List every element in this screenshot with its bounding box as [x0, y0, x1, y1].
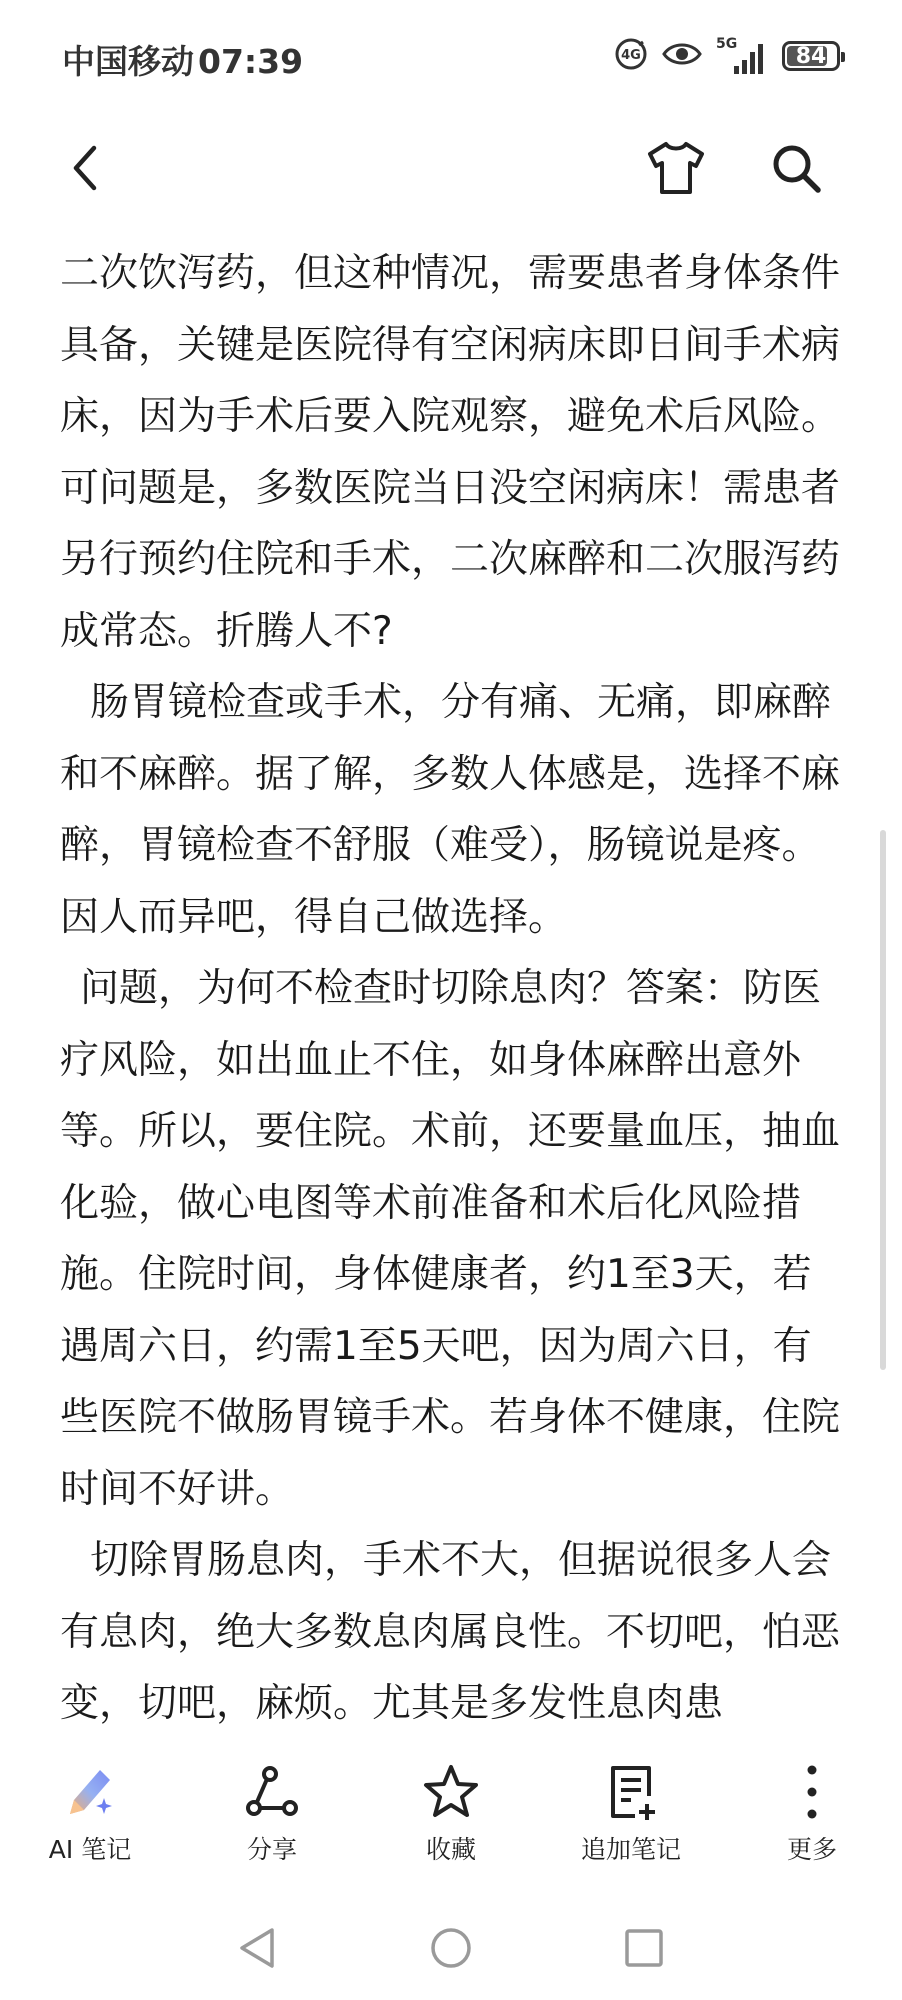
ai-note-pen-icon — [60, 1762, 120, 1822]
toolbar-label: 更多 — [786, 1835, 837, 1864]
toolbar-label: AI 笔记 — [48, 1835, 132, 1864]
battery-indicator — [782, 41, 840, 71]
top-nav — [0, 120, 902, 220]
scrollbar[interactable] — [880, 830, 886, 1370]
carrier-name: 中国移动 — [62, 42, 194, 81]
tshirt-icon — [646, 140, 706, 200]
theme-button[interactable] — [636, 130, 716, 210]
chevron-left-icon — [66, 143, 106, 197]
toolbar-label: 分享 — [246, 1835, 297, 1864]
add-note-button[interactable] — [561, 1762, 701, 1866]
bottom-toolbar — [0, 1740, 902, 1880]
paragraph: 切除胃肠息肉，手术不大，但据说很多人会有息肉，绝大多数息肉属良性。不切吧，怕恶变，切吧，麻烦。尤其是多发性息肉患 — [60, 1538, 841, 1726]
star-icon — [421, 1762, 481, 1822]
back-button[interactable] — [46, 130, 126, 210]
square-recents-icon — [622, 1926, 666, 1974]
search-button[interactable] — [756, 130, 836, 210]
paragraph: 肠胃镜检查或手术，分有痛、无痛，即麻醉和不麻醉。据了解，多数人体感是，选择不麻醉，胃镜检查不舒服（难受），肠镜说是疼。因人而异吧，得自己做选择。 — [60, 680, 841, 940]
system-recents-button[interactable] — [619, 1925, 669, 1975]
system-back-button[interactable] — [233, 1925, 283, 1975]
system-home-button[interactable] — [426, 1925, 476, 1975]
paragraph: 二次饮泻药，但这种情况，需要患者身体条件具备，关键是医院得有空闲病床即日间手术病床，因为手术后要入院观察，避免术后风险。可问题是，多数医院当日没空闲病床！需患者另行预约住院和手术，二次麻醉和二次服泻药成常态。折腾人不? — [60, 251, 841, 654]
signal-icon — [716, 36, 768, 76]
search-icon — [768, 140, 824, 200]
favorite-button[interactable] — [381, 1762, 521, 1866]
triangle-back-icon — [236, 1926, 280, 1974]
share-icon — [242, 1762, 302, 1822]
status-left — [62, 36, 307, 83]
network-type: 5G — [716, 36, 738, 52]
add-note-icon — [601, 1762, 661, 1822]
status-bar — [0, 0, 902, 110]
status-icons — [614, 36, 840, 76]
paragraph: 问题，为何不检查时切除息肉？答案：防医疗风险，如出血止不住，如身体麻醉出意外等。所以，要住院。术前，还要量血压，抽血化验，做心电图等术前准备和术后化风险措施。住院时间，身体健康者，约1至3天，若遇周六日，约需1至5天吧，因为周六日，有些医院不做肠胃镜手术。若身体不健康，住院时间不好讲。 — [60, 966, 841, 1512]
clock: 07:39 — [198, 42, 304, 81]
share-button[interactable] — [202, 1762, 342, 1866]
more-vertical-icon — [782, 1762, 842, 1822]
circle-home-icon — [429, 1926, 473, 1974]
volte-icon — [614, 37, 648, 75]
svg-text:4G: 4G — [621, 48, 641, 63]
battery-percent: 84 — [795, 43, 827, 69]
eye-icon — [662, 39, 702, 73]
toolbar-label: 收藏 — [425, 1835, 476, 1864]
more-button[interactable] — [742, 1762, 882, 1866]
system-nav-bar — [0, 1900, 902, 2000]
toolbar-label: 追加笔记 — [580, 1835, 681, 1864]
ai-note-button[interactable] — [20, 1762, 160, 1866]
article-body — [60, 238, 850, 1740]
